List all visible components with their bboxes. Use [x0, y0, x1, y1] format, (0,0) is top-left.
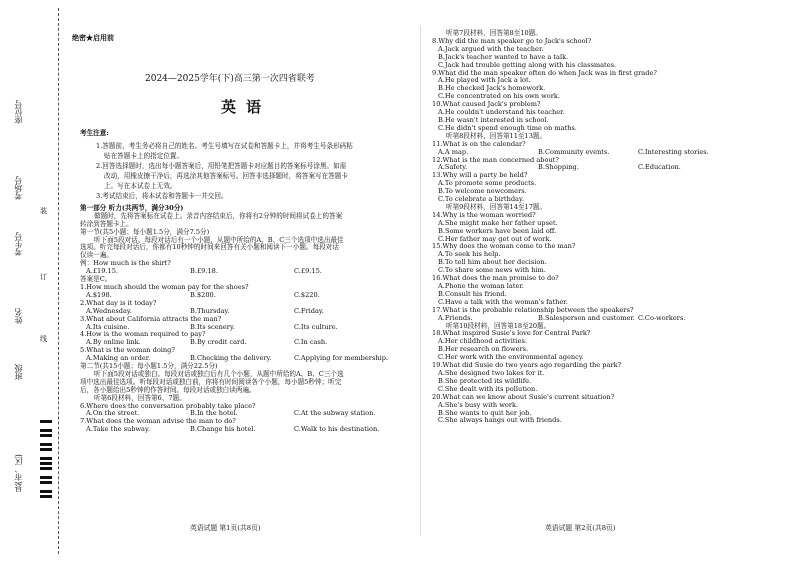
option-b: B.Consult his friend.	[438, 289, 507, 298]
option-a: A.A map.	[438, 147, 469, 156]
option-b: B.She protected its wildlife.	[438, 376, 532, 385]
example-answer: 答案是C。	[80, 275, 112, 284]
option-b: B.He wasn't interested in school.	[438, 115, 549, 124]
option-c: C.He didn't spend enough time on maths.	[438, 123, 577, 132]
option-b: B.Change his hotel.	[190, 425, 256, 434]
option-b: B.To welcome newcomers.	[438, 187, 527, 196]
option-a: A.On the street.	[86, 409, 140, 418]
option-a: A.Take the subway.	[86, 425, 150, 434]
question-text: 7.What does the woman advise the man to do?	[80, 417, 236, 426]
section1-heading: 第一节(共5小题；每小题1.5分，满分7.5分)	[80, 227, 210, 236]
option-c: C.Have a talk with the woman's father.	[438, 297, 568, 306]
option-b: B.Salesperson and customer.	[538, 313, 635, 322]
option-b: B.To tell him about her decision.	[438, 258, 547, 267]
example-question: 例：How much is the shirt?	[80, 259, 171, 268]
option-b: B.Jack's teacher wanted to have a talk.	[438, 52, 569, 61]
question-text: 3.What about California attracts the man?	[80, 314, 222, 323]
option-c: C.Education.	[638, 163, 681, 172]
field-name: 姓名	[14, 308, 23, 324]
option-b: B.By credit card.	[190, 338, 247, 347]
seal-char-xian: 线	[40, 335, 47, 343]
option-c: C.Her work with the environmental agency.	[438, 353, 584, 362]
option-a: A.Making an order.	[86, 354, 151, 363]
part1-intro-2: 转涂到答题卡上。	[80, 219, 133, 228]
seal-char-zhuang: 装	[40, 207, 47, 215]
question-options	[80, 426, 410, 434]
example-options: A.£19.15. B.£9.18. C.£9.15.	[86, 267, 322, 276]
option-c: C.Interesting stories.	[638, 147, 709, 156]
binding-dashed-line	[58, 8, 59, 554]
question-text: 10.What caused Jack's problem?	[432, 100, 541, 109]
option-c: C.$220.	[294, 290, 320, 299]
subject-title: 英语	[221, 98, 272, 116]
option-b: B.She wants to quit her job.	[438, 408, 532, 417]
seal-char-ding: 订	[40, 273, 47, 281]
question-text: 9.What did the man speaker often do when Jack was in first grade?	[432, 68, 657, 77]
material-heading: 听第7段材料，回答第8至10题。	[446, 29, 542, 37]
option-c: C.At the subway station.	[294, 409, 376, 418]
field-exam-room: 考场号	[14, 176, 23, 200]
option-c: C.Her father may get out of work.	[438, 234, 552, 243]
left-column	[80, 130, 410, 434]
section2-intro-1: 听下面5段对话或独白。每段对话或独白后有几个小题，从题中所给的A、B、C三个选	[94, 369, 344, 378]
note-line-1: 1.答题前，考生务必将自己的姓名、考生号填写在试卷和答题卡上，并将考生号条形码粘	[96, 141, 353, 150]
question-text: 5.What is the woman doing?	[80, 346, 175, 355]
option-a: A.Safety.	[438, 163, 468, 172]
option-b: B.$200.	[190, 290, 216, 299]
option-b: B.Her research on flowers.	[438, 345, 529, 354]
option-a: A.Wednesday.	[86, 306, 132, 315]
option-b: B.He checked Jack's homework.	[438, 84, 546, 93]
option-a: A.$198.	[86, 290, 112, 299]
option-c: C.Applying for membership.	[294, 354, 389, 363]
field-seat-number: 座位号	[14, 100, 23, 124]
option-c: C.To celebrate a birthday.	[438, 195, 524, 204]
binding-margin	[0, 0, 62, 562]
option-a: A.She designed two lakes for it.	[438, 368, 545, 377]
option-c: C.Walk to his destination.	[294, 425, 380, 434]
option-a: A.By online link.	[86, 338, 141, 347]
material-heading: 听第10段材料，回答第18至20题。	[446, 321, 551, 330]
option-a: A.She's busy with work.	[438, 400, 519, 409]
section1-intro-2: 选项。听完每段对话后，你都有10秒钟的时间来回答有关小题和阅读下一小题。每段对话	[80, 243, 339, 252]
option-a: A.To promote some products.	[438, 179, 537, 188]
question-text: 19.What did Susie do two years ago regarding the park?	[432, 361, 622, 370]
option-a: A.Its cuisine.	[86, 322, 130, 331]
footer-left: 英语试题 第1页(共8页)	[190, 524, 261, 532]
question-text: 17.What is the probable relationship between the speakers?	[432, 305, 634, 314]
option-c: C.Friday.	[294, 306, 324, 315]
material-heading: 听第8段材料，回答第11至13题。	[446, 131, 547, 140]
section2-intro-2: 项中选出最佳选项。听每段对话或独白前，你将有时间阅读各个小题，每小题5秒钟；听完	[80, 377, 342, 386]
section1-intro-3: 仅读一遍。	[80, 251, 113, 260]
field-class: 班级	[14, 364, 23, 380]
page-divider	[420, 26, 421, 536]
left-questions	[80, 284, 410, 363]
field-county: 县(市、区)	[14, 454, 23, 493]
note-line-5: 上。写在本试卷上无效。	[104, 181, 177, 190]
option-a: A.She might make her father upset.	[438, 218, 558, 227]
option-b: B.In the hotel.	[190, 409, 238, 418]
note-line-4: 改动，用橡皮擦干净后，再选涂其他答案标号。回答非选择题时，将答案写在答题卡	[104, 171, 348, 180]
option-c: C.Jack had trouble getting along with his classmates.	[438, 60, 617, 69]
barcode-marks	[40, 420, 52, 500]
option-b: B.Community events.	[538, 147, 610, 156]
option-c: C.She always hangs out with friends.	[438, 416, 562, 425]
question-text: 1.How much should the woman pay for the shoes?	[80, 282, 249, 291]
option-b: B.Thursday.	[190, 306, 230, 315]
question-text: 12.What is the man concerned about?	[432, 155, 559, 164]
right-column	[432, 30, 782, 425]
question-text: 11.What is on the calendar?	[432, 139, 526, 148]
option-c: C.He concentrated on his own work.	[438, 92, 560, 101]
option-a: A.Friends.	[438, 313, 473, 322]
option-b: B.Its scenery.	[190, 322, 235, 331]
option-a: A.He couldn't understand his teacher.	[438, 108, 565, 117]
secret-label: 绝密★启用前	[72, 33, 114, 42]
question-text: 6.Where does the conversation probably take place?	[80, 401, 256, 410]
note-line-2: 贴在答题卡上的指定位置。	[104, 151, 184, 160]
left-questions-2	[80, 403, 410, 435]
question-text: 16.What does the man promise to do?	[432, 274, 559, 283]
question-text: 4.How is the woman required to pay?	[80, 330, 206, 339]
part1-intro-1: 做题时，先将答案标在试卷上。录音内容结束后，你将有2分钟的时间将试卷上的答案	[94, 211, 343, 220]
note-line-6: 3.考试结束后，将本试卷和答题卡一并交回。	[96, 191, 228, 200]
question-text: 14.Why is the woman worried?	[432, 210, 536, 219]
option-c: C.To share some news with him.	[438, 266, 546, 275]
section1-intro-1: 听下面5段对话。每段对话后有一个小题，从题中所给的A、B、C三个选项中选出最佳	[94, 235, 344, 244]
option-b: B.Checking the delivery.	[190, 354, 272, 363]
section2-heading: 第二节(共15小题；每小题1.5分，满分22.5分)	[80, 362, 218, 371]
field-candidate-number: 考生号	[14, 232, 23, 256]
section2-intro-3: 后，各小题给出5秒钟的作答时间。每段对话或独白读两遍。	[80, 385, 256, 394]
option-b: B.Shopping.	[538, 163, 579, 172]
question-text: 18.What inspired Susie's love for Central Park?	[432, 329, 591, 338]
option-a: A.Her childhood activities.	[438, 337, 527, 346]
option-a: A.He played with Jack a lot.	[438, 76, 531, 85]
question-text: 8.Why did the man speaker go to Jack's school?	[432, 36, 592, 45]
option-a: A.Phone the woman later.	[438, 282, 524, 290]
notes-heading: 考生注意:	[80, 129, 109, 137]
option-b: B.Some workers have been laid off.	[438, 226, 557, 235]
question-text: 13.Why will a party be held?	[432, 171, 528, 180]
material-6: 听第6段材料，回答第6、7题。	[94, 393, 186, 402]
note-line-3: 2.回答选择题时，选出每小题答案后，用铅笔把答题卡对应题目的答案标号涂黑。如需	[96, 161, 347, 170]
question-text: 2.What day is it today?	[80, 298, 157, 307]
question-text: 15.Why does the woman come to the man?	[432, 242, 576, 251]
part1-heading: 第一部分 听力(共两节，满分30分)	[80, 203, 184, 212]
exam-title: 2024—2025学年(下)高三第一次四省联考	[145, 74, 315, 84]
option-c: C.Its culture.	[294, 322, 338, 331]
question-text: 20.What can we know about Susie's current situation?	[432, 392, 615, 401]
material-heading: 听第9段材料，回答第14至17题。	[446, 202, 547, 211]
option-c: C.She dealt with its pollution.	[438, 384, 538, 393]
option-c: C.In cash.	[294, 338, 328, 347]
option-a: A.Jack argued with the teacher.	[438, 44, 544, 53]
option-a: A.To seek his help.	[438, 250, 501, 259]
footer-right: 英语试题 第2页(共8页)	[545, 524, 616, 532]
option-c: C.Co-workers.	[638, 313, 686, 322]
